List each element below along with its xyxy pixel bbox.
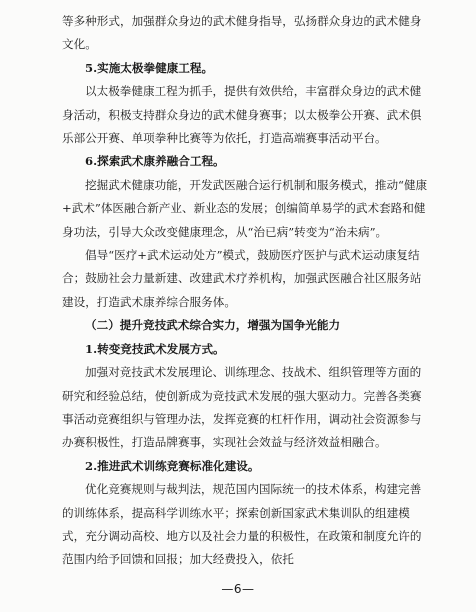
paragraph-standardization: 优化竞赛规则与裁判法，规范国内国际统一的技术体系，构建完善的训练体系，提高科学训练水平；探索创新国家武术集训队的组建模式，充分调动高校、地方以及社会力量的积极性，在政策和制度允许的范围内给予回馈和回报；加大经费投入，依托 <box>62 482 422 567</box>
page-number: —6— <box>221 582 255 596</box>
paragraph-taiji-project: 以太极拳健康工程为抓手，提供有效供给，丰富群众身边的武术健身活动，积极支持群众身边的武术健身赛事；以太极拳公开赛、武术俱乐部公开赛、单项拳种比赛等为依托，打造高端赛事活动平台。 <box>62 84 422 146</box>
paragraph-wushu-health: 挖掘武术健康功能，开发武医融合运行机制和服务模式，推动“健康+武术”体医融合新产业、新业态的发展；创编简单易学的武术套路和健身功法，引导大众改变健康理念，从“治已病”转变为“治未病”。 <box>62 177 428 239</box>
document-body <box>62 10 428 572</box>
paragraph-competitive-development: 加强对竞技武术发展理论、训练理念、技战术、组织管理等方面的研究和经验总结，使创新成为竞技武术发展的强大驱动力。完善各类赛事活动竞赛组织与管理办法，发挥竞赛的杠杆作用，调动社会资源参与办赛积极性，打造品牌赛事，实现社会效益与经济效益相融合。 <box>62 365 422 450</box>
section-heading-competitive: （二）提升竞技武术综合实力，增强为国争光能力 <box>85 318 341 333</box>
heading-taiji-health-project: 5.实施太极拳健康工程。 <box>85 60 214 75</box>
heading-wushu-wellness-project: 6.探索武术康养融合工程。 <box>85 154 225 169</box>
paragraph-continuation: 等多种形式，加强群众身边的武术健身指导，弘扬群众身边的武术健身文化。 <box>62 14 422 52</box>
paragraph-medical-prescription: 倡导“医疗+武术运动处方”模式，鼓励医疗医护与武术运动康复结合；鼓励社会力量新建、改建武术疗养机构，加强武医融合社区服务站建设，打造武术康养综合服务体。 <box>62 248 422 309</box>
heading-transform-development: 1.转变竞技武术发展方式。 <box>85 341 225 356</box>
heading-standardization: 2.推进武术训练竞赛标准化建设。 <box>85 458 260 473</box>
